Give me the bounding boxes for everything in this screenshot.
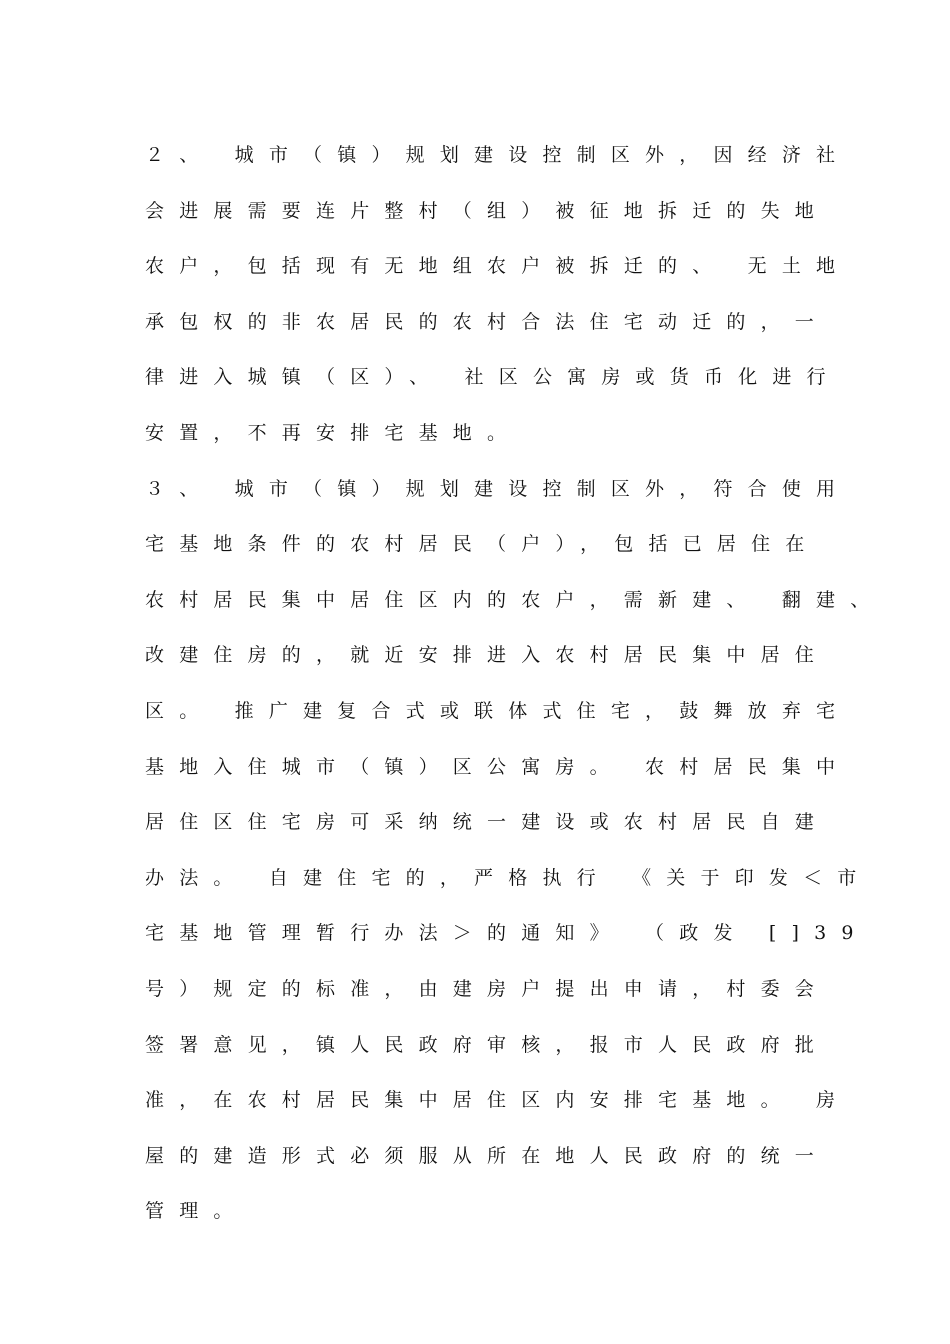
- text-line: 承包权的非农居民的农村合法住宅动迁的，一: [145, 310, 830, 333]
- text-line: 居住区住宅房可采纳统一建设或农村居民自建: [145, 811, 830, 834]
- text-line: 签署意见，镇人民政府审核，报市人民政府批: [145, 1033, 830, 1056]
- text-line: 办法。 自建住宅的，严格执行 《关于印发＜市: [145, 866, 872, 889]
- text-line: ２、 城市（镇）规划建设控制区外，因经济社: [145, 144, 851, 166]
- text-line: 准，在农村居民集中居住区内安排宅基地。 房: [145, 1089, 851, 1112]
- text-line: 农村居民集中居住区内的农户，需新建、 翻建、: [145, 588, 885, 611]
- text-line: ３、 城市（镇）规划建设控制区外，符合使用: [145, 477, 851, 500]
- body-text: [145, 128, 884, 1240]
- text-line: 区。 推广建复合式或联体式住宅，鼓舞放弃宅: [145, 699, 851, 722]
- text-line: 宅基地条件的农村居民（户），包括已居住在: [145, 533, 820, 556]
- text-line: 改建住房的，就近安排进入农村居民集中居住: [145, 644, 830, 667]
- text-line: 屋的建造形式必须服从所在地人民政府的统一: [145, 1144, 830, 1167]
- text-line: 基地入住城市（镇）区公寓房。 农村居民集中: [145, 755, 851, 778]
- text-line: 管理。: [145, 1200, 248, 1223]
- text-line: 号）规定的标准，由建房户提出申请，村委会: [145, 977, 830, 1000]
- text-line: 农户，包括现有无地组农户被拆迁的、 无土地: [145, 255, 851, 278]
- text-line: 律进入城镇（区）、 社区公寓房或货币化进行: [145, 366, 841, 389]
- text-line: 宅基地管理暂行办法＞的通知》 （政发 []39: [145, 922, 869, 945]
- text-line: 会进展需要连片整村（组）被征地拆迁的失地: [145, 199, 830, 222]
- text-line: 安置，不再安排宅基地。: [145, 421, 522, 444]
